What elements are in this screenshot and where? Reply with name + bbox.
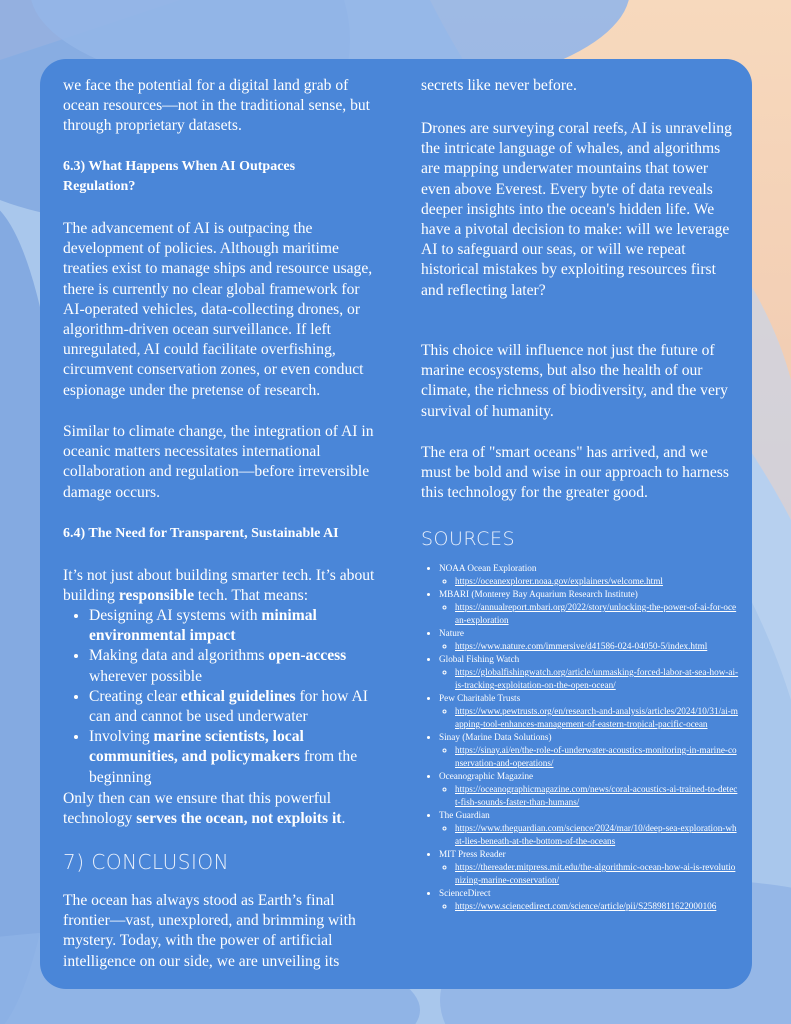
text-span: Involving xyxy=(89,728,154,746)
source-name: MBARI (Monterey Bay Aquarium Research Institute) xyxy=(439,589,638,599)
source-link[interactable]: https://www.theguardian.com/science/2024/mar/10/deep-sea-exploration-what-lies-beneath-at-the-bottom-of-the-oceans xyxy=(455,823,737,846)
source-item xyxy=(439,562,739,588)
paragraph-regulation: The advancement of AI is outpacing the development of policies. Although maritime treaties exist to manage ships and resource usage, there is currently no clear global framework for AI-operated vehicles, data-collecting drones, or algorithm-driven ocean surveillance. If left unregulated, AI could facilitate overfishing, circumvent conservation zones, or even conduct espionage under the pretense of research. xyxy=(63,220,373,399)
paragraph-responsible xyxy=(63,566,378,606)
heading-6-4: 6.4) The Need for Transparent, Sustainable AI xyxy=(63,526,339,541)
source-name: MIT Press Reader xyxy=(439,849,506,859)
source-link[interactable]: https://sinay.ai/en/the-role-of-underwater-acoustics-monitoring-in-marine-conservation-and-operations/ xyxy=(455,745,737,768)
bold-text: minimal environmental impact xyxy=(89,607,317,645)
bold-text: marine scientists, local communities, and policymakers xyxy=(89,728,304,766)
text-span: . xyxy=(341,810,346,828)
heading-6-3: 6.3) What Happens When AI Outpaces Regulation? xyxy=(63,159,296,194)
text-span: Designing AI systems with xyxy=(89,607,262,624)
source-item xyxy=(439,809,739,848)
source-name: NOAA Ocean Exploration xyxy=(439,563,537,573)
heading-sources: SOURCES xyxy=(421,528,516,550)
source-name: Sinay (Marine Data Solutions) xyxy=(439,732,552,742)
text-span: from the beginning xyxy=(89,748,358,786)
list-item xyxy=(89,687,379,727)
source-name: ScienceDirect xyxy=(439,888,491,898)
source-item xyxy=(439,848,739,887)
source-link[interactable]: https://oceanographicmagazine.com/news/coral-acoustics-ai-trained-to-detect-fish-sounds-faster-than-humans/ xyxy=(455,784,738,807)
source-link[interactable]: https://thereader.mitpress.mit.edu/the-algorithmic-ocean-how-ai-is-revolutionizing-marine-conservation/ xyxy=(455,862,736,885)
text-span: It’s not just about building smarter tech. It’s about building xyxy=(63,567,375,605)
bold-text: open-access xyxy=(268,647,347,665)
list-item xyxy=(89,727,379,788)
source-item xyxy=(439,770,739,809)
paragraph-drones: Drones are surveying coral reefs, AI is unraveling the intricate language of whales, and algorithms are mapping underwater mountains that tower even above Everest. Every byte of data reveals deeper insights into the ocean's hidden life. We have a pivotal decision to make: will we leverage AI to safeguard our seas, or will we repeat historical mistakes by exploiting resources first and reflecting later? xyxy=(421,120,732,299)
paragraph-ocean-frontier: The ocean has always stood as Earth’s final frontier—vast, unexplored, and brimming with mystery. Today, with the power of artificial intelligence on our side, we are unveiling its xyxy=(63,892,356,970)
source-link-item xyxy=(455,666,739,692)
source-link[interactable]: https://www.sciencedirect.com/science/article/pii/S2589811622000106 xyxy=(455,901,717,911)
paragraph-only-then xyxy=(63,789,378,829)
source-item xyxy=(439,887,739,913)
list-item xyxy=(89,646,379,686)
source-name: Pew Charitable Trusts xyxy=(439,693,521,703)
source-link-item xyxy=(455,640,739,653)
text-span: Only then can we ensure that this powerful technology xyxy=(63,790,332,828)
text-span: Creating clear xyxy=(89,687,181,705)
bold-serves: serves the ocean, not exploits it xyxy=(136,810,342,828)
text-span: tech. That means: xyxy=(194,587,309,605)
bullet-list xyxy=(63,606,379,788)
source-item xyxy=(439,731,739,770)
source-item xyxy=(439,588,739,627)
source-item xyxy=(439,627,739,653)
source-name: Global Fishing Watch xyxy=(439,654,520,664)
source-link-item xyxy=(455,744,739,770)
source-item xyxy=(439,692,739,731)
text-span: for how AI can and cannot be used underwater xyxy=(89,687,368,726)
bold-responsible: responsible xyxy=(118,587,194,605)
paragraph-secrets: secrets like never before. xyxy=(421,77,577,94)
paragraph-land-grab: we face the potential for a digital land grab of ocean resources—not in the traditional sense, but through proprietary datasets. xyxy=(63,77,371,135)
source-item xyxy=(439,653,739,692)
source-link-item xyxy=(455,861,739,887)
source-link-item xyxy=(455,900,739,913)
sources-list xyxy=(421,562,739,913)
source-link[interactable]: https://www.nature.com/immersive/d41586-024-04050-5/index.html xyxy=(455,641,708,651)
source-link[interactable]: https://annualreport.mbari.org/2022/story/unlocking-the-power-of-ai-for-ocean-exploration xyxy=(455,602,737,625)
source-link-item xyxy=(455,575,739,588)
source-link[interactable]: https://www.pewtrusts.org/en/research-and-analysis/articles/2024/10/31/ai-mapping-tool-enhances-management-of-eastern-tropical-pacific-ocean xyxy=(455,706,738,729)
paragraph-smart-oceans: The era of "smart oceans" has arrived, and we must be bold and wise in our approach to harness this technology for the greater good. xyxy=(421,444,729,502)
paragraph-choice: This choice will influence not just the future of marine ecosystems, but also the health of our climate, the richness of biodiversity, and the very survival of humanity. xyxy=(421,342,728,420)
paragraph-climate: Similar to climate change, the integration of AI in oceanic matters necessitates international collaboration and regulation—before irreversible damage occurs. xyxy=(63,423,374,501)
source-link[interactable]: https://oceanexplorer.noaa.gov/explainers/welcome.html xyxy=(455,576,663,586)
source-name: Oceanographic Magazine xyxy=(439,771,534,781)
text-span: wherever possible xyxy=(89,667,203,685)
source-link-item xyxy=(455,783,739,809)
source-link-item xyxy=(455,822,739,848)
source-link-item xyxy=(455,705,739,731)
bold-text: ethical guidelines xyxy=(180,687,296,705)
source-link-item xyxy=(455,601,739,627)
source-name: Nature xyxy=(439,628,464,638)
text-span: Making data and algorithms xyxy=(89,647,269,665)
source-link[interactable]: https://globalfishingwatch.org/article/unmasking-forced-labor-at-sea-how-ai-is-tracking-exploitation-on-the-open-ocean/ xyxy=(455,667,739,690)
heading-conclusion: 7) CONCLUSION xyxy=(63,850,230,874)
source-name: The Guardian xyxy=(439,810,490,820)
list-item xyxy=(89,606,379,646)
